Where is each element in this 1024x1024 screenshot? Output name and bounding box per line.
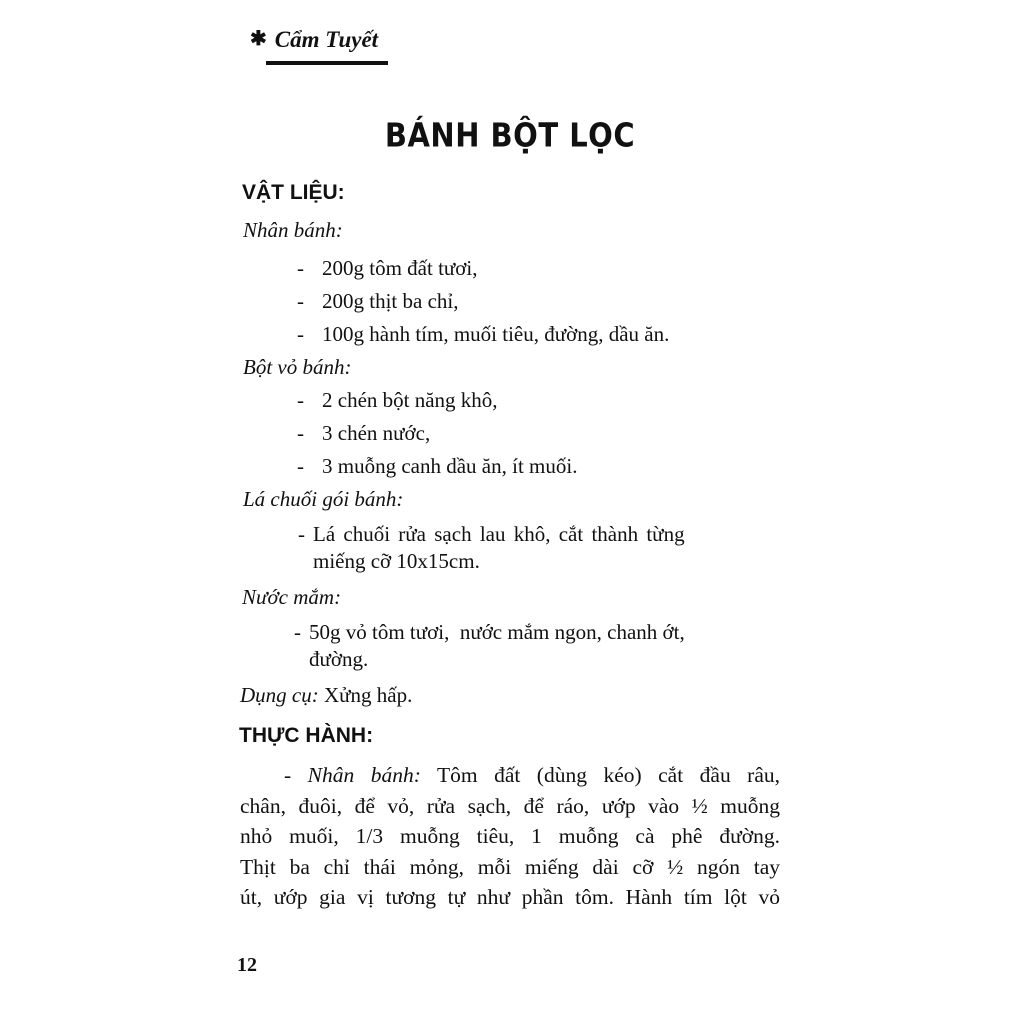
- practice-heading: THỰC HÀNH:: [239, 724, 374, 747]
- filling-label: Nhân bánh:: [243, 218, 343, 242]
- practice-paragraph: - Nhân bánh: Tôm đất (dùng kéo) cắt đầu râu, chân, đuôi, để vỏ, rửa sạch, để ráo, ướp vào ½ muỗng nhỏ muối, 1/3 muỗng tiêu, 1 muỗng cà phê đường. Thịt ba chỉ thái mỏng, mỗi miếng dài cỡ ½ ngón tay út, ướp gia vị tương tự như phần tôm. Hành tím lột vỏ: [240, 763, 781, 909]
- materials-heading: VẬT LIỆU:: [242, 181, 345, 204]
- list-item: - Lá chuối rửa sạch lau khô, cắt thành từng miếng cỡ 10x15cm.: [298, 522, 685, 573]
- header-underline: [266, 61, 388, 65]
- list-item: - 200g thịt ba chỉ,: [297, 289, 459, 313]
- dough-label: Bột vỏ bánh:: [243, 355, 352, 379]
- list-item: - 100g hành tím, muối tiêu, đường, dầu ăn.: [297, 322, 670, 346]
- author-name: Cẩm Tuyết: [274, 27, 379, 52]
- recipe-title: BÁNH BỘT LỌC: [384, 115, 636, 155]
- list-item: - 3 muỗng canh dầu ăn, ít muối.: [297, 454, 578, 478]
- star-icon: ✱: [250, 28, 267, 50]
- running-header: [250, 26, 378, 53]
- page-number: 12: [237, 954, 257, 976]
- list-item: - 3 chén nước,: [297, 421, 431, 445]
- sauce-label: Nước mắm:: [242, 585, 342, 609]
- list-item: - 2 chén bột năng khô,: [297, 388, 498, 412]
- list-item: - 50g vỏ tôm tươi, nước mắm ngon, chanh ớt, đường.: [294, 620, 685, 671]
- list-item: - 200g tôm đất tươi,: [297, 256, 478, 280]
- leaves-label: Lá chuối gói bánh:: [243, 487, 404, 511]
- tools-line: Dụng cụ: Xửng hấp.: [240, 683, 413, 707]
